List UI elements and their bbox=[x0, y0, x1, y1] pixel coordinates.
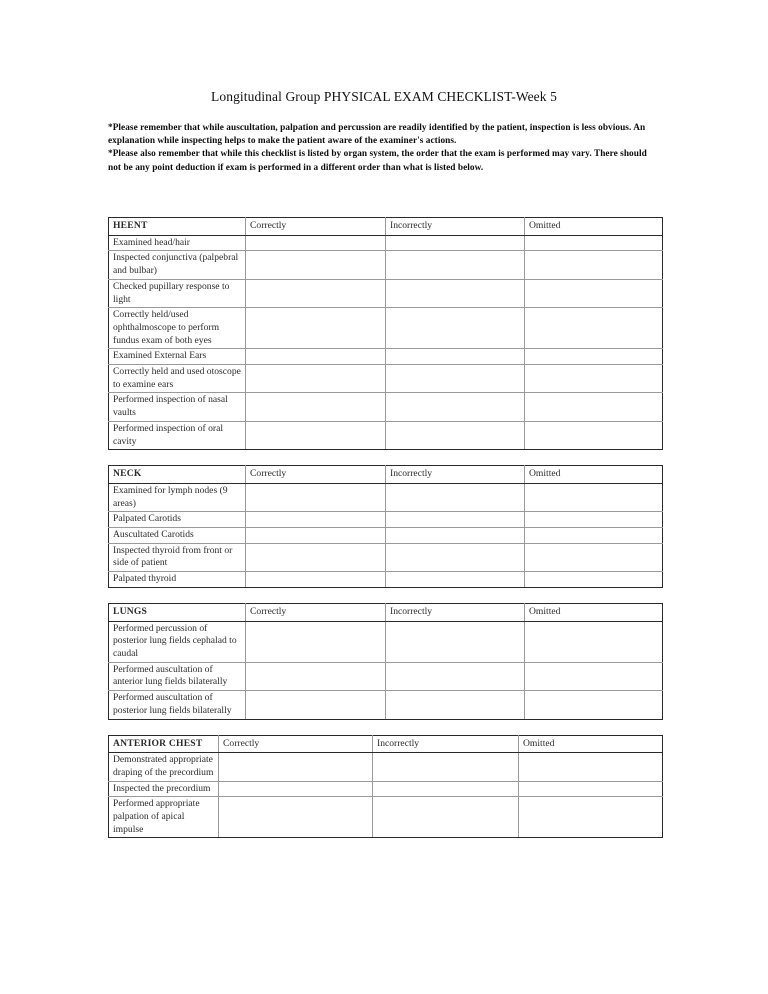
checklist-row bbox=[109, 235, 663, 251]
column-header-omitted: Omitted bbox=[525, 603, 663, 621]
score-cell-correctly[interactable] bbox=[246, 279, 386, 307]
score-cell-correctly[interactable] bbox=[219, 753, 373, 781]
system-name-cell: LUNGS bbox=[109, 603, 246, 621]
score-cell-incorrectly[interactable] bbox=[386, 279, 525, 307]
page-title: Longitudinal Group PHYSICAL EXAM CHECKLIST-Week 5 bbox=[211, 89, 557, 104]
instruction-paragraph-1: *Please remember that while auscultation, palpation and percussion are readily identified by the patient, inspection is less obvious. An explanation while inspecting helps to make the patient aware of the examiner's actions. bbox=[108, 123, 646, 147]
score-cell-omitted[interactable] bbox=[525, 235, 663, 251]
system-name-cell: HEENT bbox=[109, 218, 246, 236]
score-cell-incorrectly[interactable] bbox=[386, 512, 525, 528]
score-cell-omitted[interactable] bbox=[519, 797, 663, 838]
checklist-item-label: Inspected conjunctiva (palpebral and bulbar) bbox=[109, 251, 246, 279]
checklist-item-label: Performed inspection of nasal vaults bbox=[109, 393, 246, 421]
score-cell-omitted[interactable] bbox=[525, 483, 663, 511]
checklist-item-label: Examined head/hair bbox=[109, 235, 246, 251]
column-header-correctly: Correctly bbox=[219, 735, 373, 753]
checklist-table-neck bbox=[108, 465, 663, 588]
checklist-item-label: Inspected thyroid from front or side of patient bbox=[109, 543, 246, 571]
score-cell-omitted[interactable] bbox=[525, 349, 663, 365]
score-cell-incorrectly[interactable] bbox=[386, 251, 525, 279]
score-cell-incorrectly[interactable] bbox=[386, 235, 525, 251]
checklist-item-label: Performed inspection of oral cavity bbox=[109, 421, 246, 449]
score-cell-incorrectly[interactable] bbox=[373, 753, 519, 781]
column-header-incorrectly: Incorrectly bbox=[386, 466, 525, 484]
score-cell-correctly[interactable] bbox=[246, 251, 386, 279]
score-cell-correctly[interactable] bbox=[246, 235, 386, 251]
score-cell-omitted[interactable] bbox=[525, 365, 663, 393]
column-header-omitted: Omitted bbox=[525, 466, 663, 484]
checklist-item-label: Performed auscultation of posterior lung fields bilaterally bbox=[109, 691, 246, 719]
score-cell-correctly[interactable] bbox=[246, 308, 386, 349]
column-header-correctly: Correctly bbox=[246, 218, 386, 236]
column-header-omitted: Omitted bbox=[519, 735, 663, 753]
score-cell-omitted[interactable] bbox=[525, 251, 663, 279]
checklist-row bbox=[109, 512, 663, 528]
checklist-item-label: Examined External Ears bbox=[109, 349, 246, 365]
score-cell-correctly[interactable] bbox=[246, 543, 386, 571]
score-cell-incorrectly[interactable] bbox=[386, 308, 525, 349]
table-header-row bbox=[109, 466, 663, 484]
score-cell-omitted[interactable] bbox=[525, 421, 663, 449]
score-cell-incorrectly[interactable] bbox=[386, 621, 525, 662]
column-header-incorrectly: Incorrectly bbox=[386, 603, 525, 621]
checklist-row bbox=[109, 528, 663, 544]
score-cell-omitted[interactable] bbox=[519, 753, 663, 781]
checklist-row bbox=[109, 662, 663, 690]
score-cell-incorrectly[interactable] bbox=[386, 483, 525, 511]
checklist-table-heent bbox=[108, 217, 663, 450]
score-cell-correctly[interactable] bbox=[246, 393, 386, 421]
column-header-correctly: Correctly bbox=[246, 466, 386, 484]
checklist-item-label: Correctly held/used ophthalmoscope to perform fundus exam of both eyes bbox=[109, 308, 246, 349]
checklist-item-label: Palpated thyroid bbox=[109, 572, 246, 588]
checklist-item-label: Auscultated Carotids bbox=[109, 528, 246, 544]
score-cell-incorrectly[interactable] bbox=[386, 662, 525, 690]
score-cell-incorrectly[interactable] bbox=[373, 797, 519, 838]
score-cell-incorrectly[interactable] bbox=[386, 393, 525, 421]
score-cell-correctly[interactable] bbox=[246, 365, 386, 393]
score-cell-correctly[interactable] bbox=[246, 483, 386, 511]
checklist-item-label: Performed auscultation of anterior lung fields bilaterally bbox=[109, 662, 246, 690]
score-cell-correctly[interactable] bbox=[219, 797, 373, 838]
system-name-cell: ANTERIOR CHEST bbox=[109, 735, 219, 753]
checklist-row bbox=[109, 753, 663, 781]
checklist-item-label: Examined for lymph nodes (9 areas) bbox=[109, 483, 246, 511]
instructions-block bbox=[108, 122, 662, 175]
checklist-row bbox=[109, 797, 663, 838]
column-header-correctly: Correctly bbox=[246, 603, 386, 621]
checklist-item-label: Checked pupillary response to light bbox=[109, 279, 246, 307]
score-cell-correctly[interactable] bbox=[219, 781, 373, 797]
checklist-row bbox=[109, 691, 663, 719]
score-cell-incorrectly[interactable] bbox=[386, 528, 525, 544]
checklist-item-label: Palpated Carotids bbox=[109, 512, 246, 528]
score-cell-incorrectly[interactable] bbox=[386, 572, 525, 588]
instruction-paragraph-2: *Please also remember that while this checklist is listed by organ system, the order that the exam is performed may vary. There should not be any point deduction if exam is performed in a different order than what is listed below. bbox=[108, 149, 647, 173]
score-cell-omitted[interactable] bbox=[525, 691, 663, 719]
checklist-row bbox=[109, 572, 663, 588]
checklist-item-label: Correctly held and used otoscope to examine ears bbox=[109, 365, 246, 393]
score-cell-omitted[interactable] bbox=[525, 393, 663, 421]
score-cell-correctly[interactable] bbox=[246, 691, 386, 719]
checklist-item-label: Demonstrated appropriate draping of the precordium bbox=[109, 753, 219, 781]
score-cell-omitted[interactable] bbox=[525, 279, 663, 307]
score-cell-incorrectly[interactable] bbox=[386, 349, 525, 365]
score-cell-correctly[interactable] bbox=[246, 662, 386, 690]
score-cell-incorrectly[interactable] bbox=[373, 781, 519, 797]
checklist-row bbox=[109, 349, 663, 365]
checklist-row bbox=[109, 279, 663, 307]
score-cell-correctly[interactable] bbox=[246, 421, 386, 449]
checklist-table-lungs bbox=[108, 603, 663, 720]
column-header-omitted: Omitted bbox=[525, 218, 663, 236]
score-cell-incorrectly[interactable] bbox=[386, 365, 525, 393]
checklist-row bbox=[109, 251, 663, 279]
system-name-cell: NECK bbox=[109, 466, 246, 484]
checklist-row bbox=[109, 421, 663, 449]
score-cell-correctly[interactable] bbox=[246, 572, 386, 588]
table-header-row bbox=[109, 603, 663, 621]
checklist-tables bbox=[108, 217, 662, 853]
checklist-row bbox=[109, 621, 663, 662]
column-header-incorrectly: Incorrectly bbox=[373, 735, 519, 753]
checklist-row bbox=[109, 393, 663, 421]
table-header-row bbox=[109, 735, 663, 753]
checklist-row bbox=[109, 483, 663, 511]
score-cell-correctly[interactable] bbox=[246, 621, 386, 662]
score-cell-omitted[interactable] bbox=[525, 512, 663, 528]
score-cell-omitted[interactable] bbox=[525, 528, 663, 544]
score-cell-omitted[interactable] bbox=[525, 572, 663, 588]
checklist-item-label: Inspected the precordium bbox=[109, 781, 219, 797]
score-cell-omitted[interactable] bbox=[525, 662, 663, 690]
score-cell-correctly[interactable] bbox=[246, 512, 386, 528]
score-cell-omitted[interactable] bbox=[525, 543, 663, 571]
score-cell-omitted[interactable] bbox=[519, 781, 663, 797]
checklist-row bbox=[109, 365, 663, 393]
checklist-item-label: Performed percussion of posterior lung fields cephalad to caudal bbox=[109, 621, 246, 662]
score-cell-omitted[interactable] bbox=[525, 621, 663, 662]
checklist-row bbox=[109, 781, 663, 797]
checklist-table-anterior-chest bbox=[108, 735, 663, 839]
score-cell-correctly[interactable] bbox=[246, 349, 386, 365]
score-cell-correctly[interactable] bbox=[246, 528, 386, 544]
checklist-item-label: Performed appropriate palpation of apical impulse bbox=[109, 797, 219, 838]
score-cell-incorrectly[interactable] bbox=[386, 421, 525, 449]
checklist-row bbox=[109, 543, 663, 571]
score-cell-omitted[interactable] bbox=[525, 308, 663, 349]
column-header-incorrectly: Incorrectly bbox=[386, 218, 525, 236]
table-header-row bbox=[109, 218, 663, 236]
checklist-row bbox=[109, 308, 663, 349]
score-cell-incorrectly[interactable] bbox=[386, 691, 525, 719]
score-cell-incorrectly[interactable] bbox=[386, 543, 525, 571]
